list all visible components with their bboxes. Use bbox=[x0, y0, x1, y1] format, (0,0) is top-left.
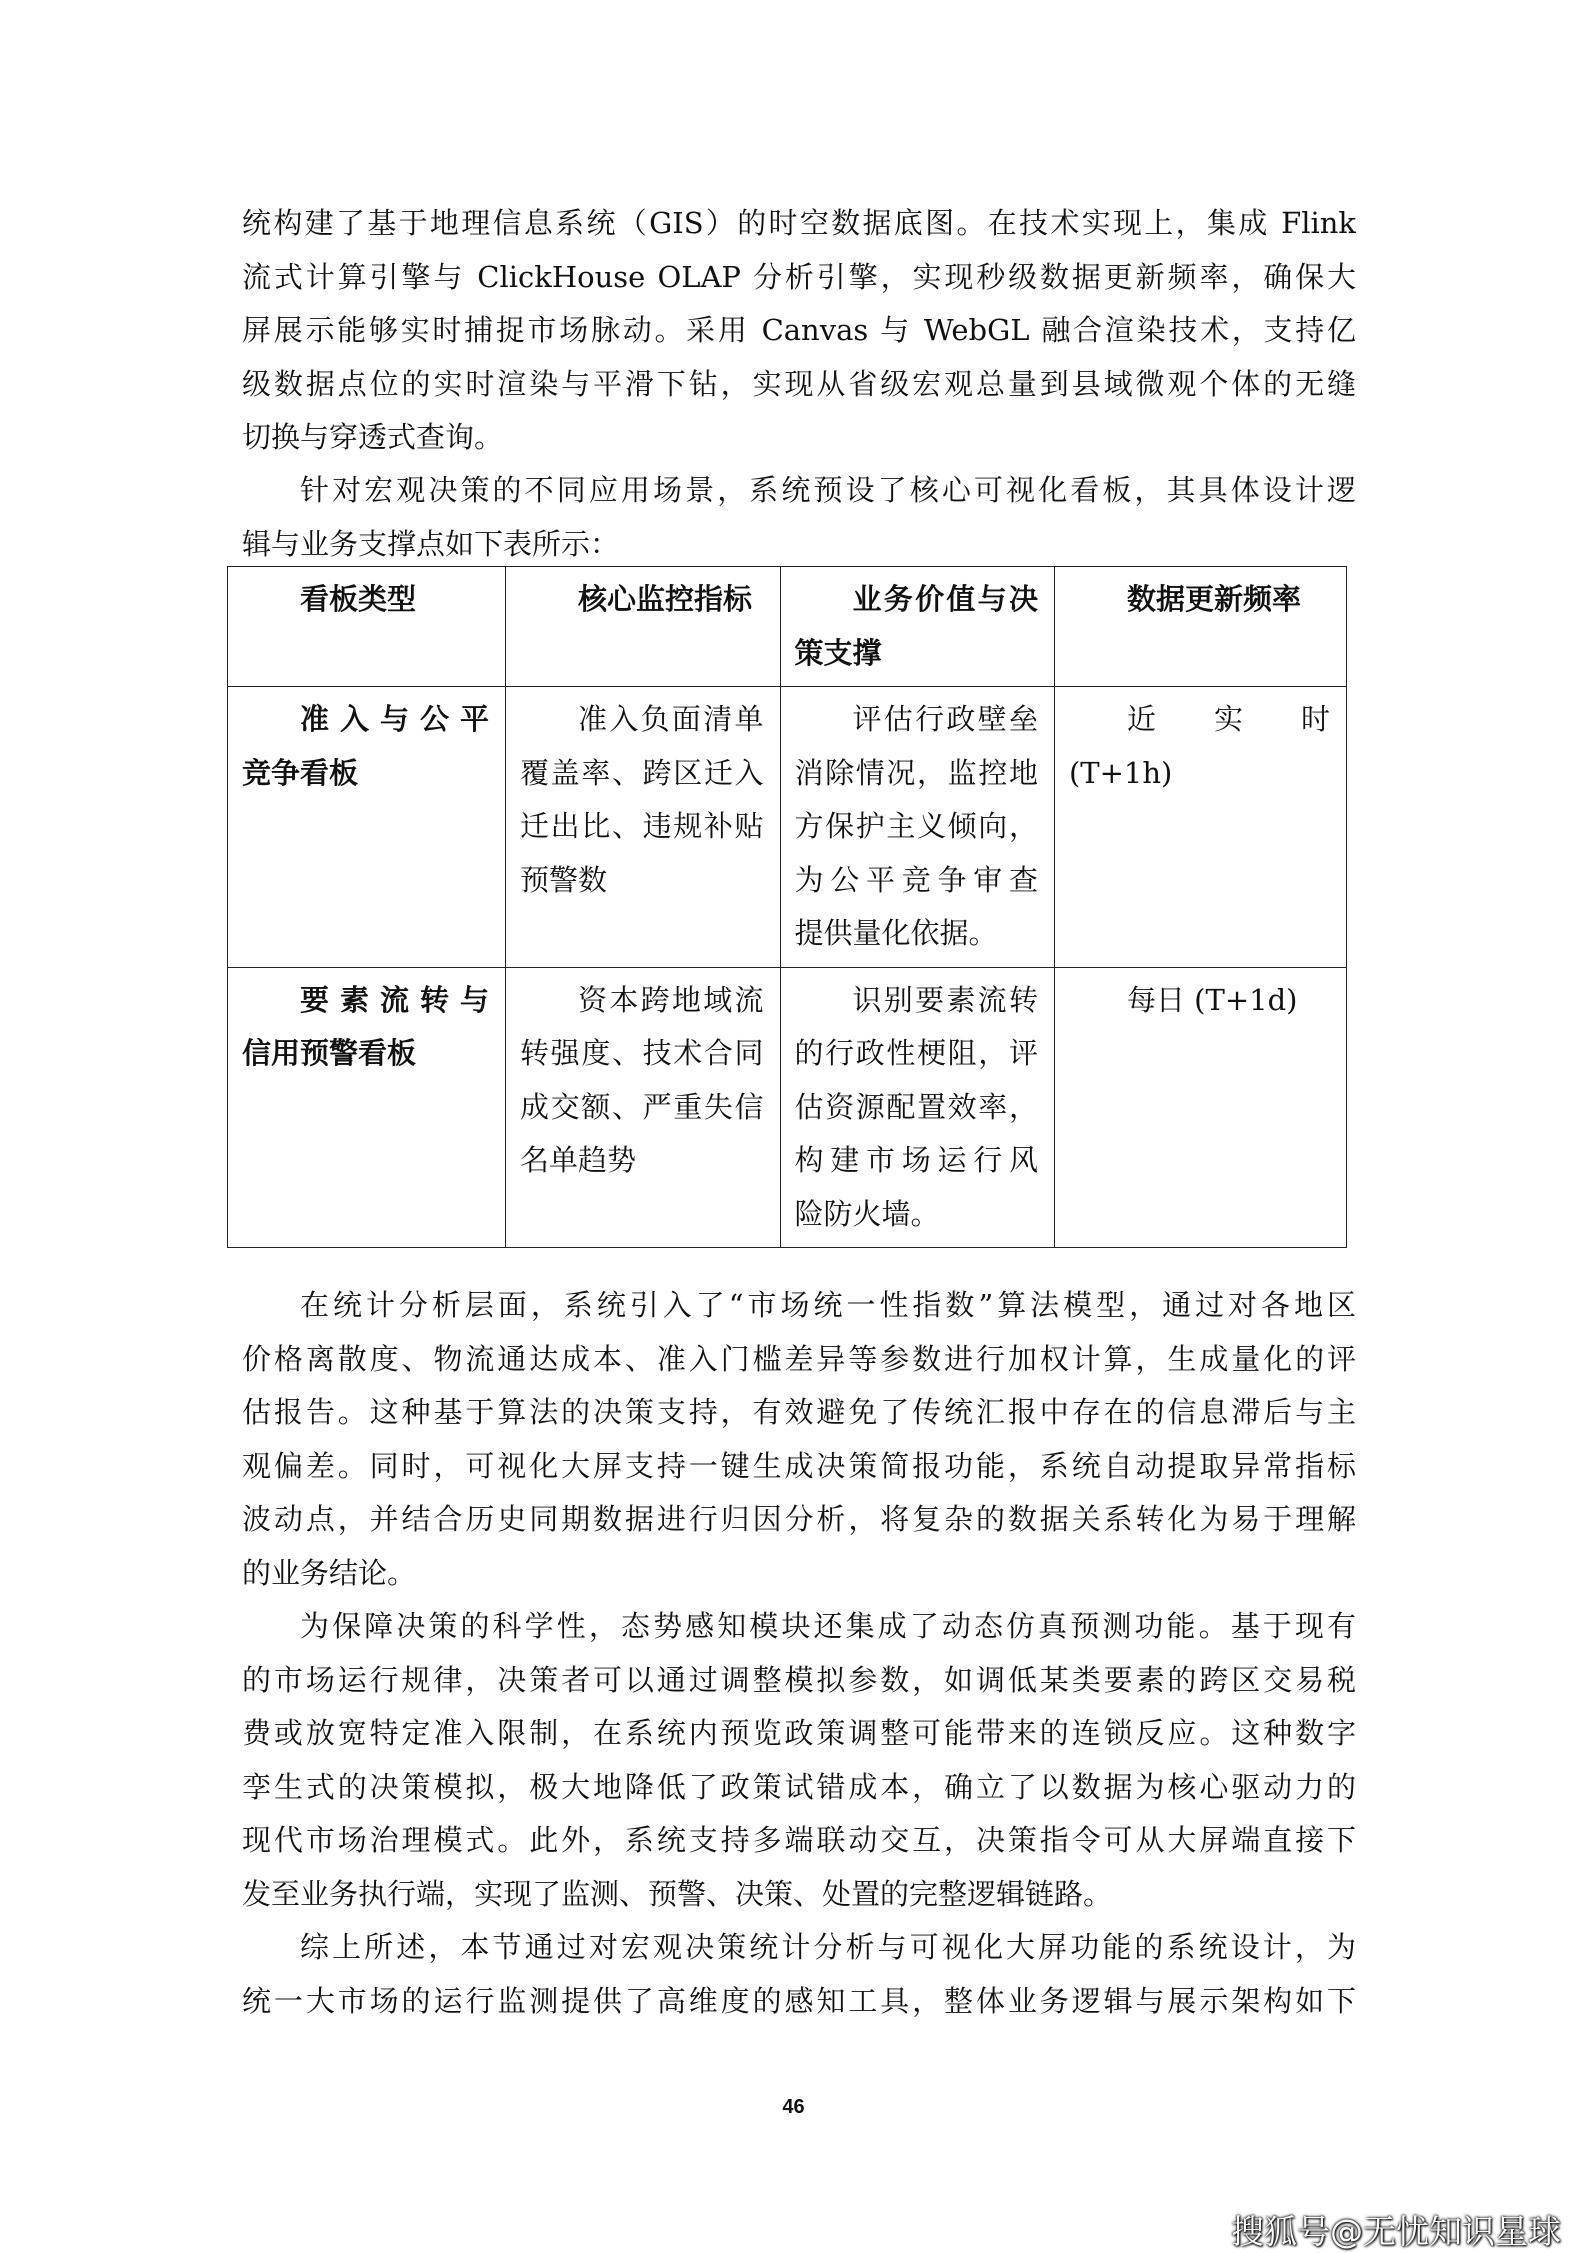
text-line: 估资源配置效率， bbox=[794, 1089, 1038, 1124]
page-number: 46 bbox=[782, 2096, 805, 2118]
text-line: 成交额、严重失信 bbox=[520, 1089, 764, 1124]
text-line: 级数据点位的实时渲染与平滑下钻，实现从省级宏观总量到县域微观个体的无缝 bbox=[242, 366, 1356, 401]
text-line: 预警数 bbox=[520, 862, 608, 897]
text-line: 观偏差。同时，可视化大屏支持一键生成决策简报功能，系统自动提取异常指标 bbox=[242, 1448, 1356, 1483]
text-line: 准 入 与 公 平 bbox=[300, 702, 490, 736]
table-row bbox=[228, 687, 1347, 968]
paragraph-4 bbox=[242, 1600, 1356, 1921]
table-cell bbox=[506, 687, 780, 968]
text-line: 要 素 流 转 与 bbox=[300, 982, 490, 1017]
text-line: 识别要素流转 bbox=[852, 982, 1038, 1017]
text-line: 覆盖率、跨区迁入 bbox=[520, 755, 764, 790]
text-line: 为保障决策的科学性，态势感知模块还集成了动态仿真预测功能。基于现有 bbox=[300, 1609, 1356, 1643]
text-line: 屏展示能够实时捕捉市场脉动。采用 Canvas 与 WebGL 融合渲染技术，支持亿 bbox=[242, 313, 1356, 347]
text-line: 孪生式的决策模拟，极大地降低了政策试错成本，确立了以数据为核心驱动力的 bbox=[242, 1769, 1356, 1804]
paragraph-1 bbox=[242, 197, 1356, 465]
table-cell bbox=[780, 967, 1054, 1248]
text-line: 准入负面清单 bbox=[578, 702, 764, 736]
text-line: 转强度、技术合同 bbox=[520, 1036, 764, 1070]
text-line: 波动点，并结合历史同期数据进行归因分析，将复杂的数据关系转化为易于理解 bbox=[242, 1502, 1356, 1536]
text-line: 的市场运行规律，决策者可以通过调整模拟参数，如调低某类要素的跨区交易税 bbox=[242, 1662, 1356, 1697]
text-line: 消除情况，监控地 bbox=[794, 755, 1038, 790]
table-header-cell bbox=[228, 567, 506, 687]
text-line: 切换与穿透式查询。 bbox=[242, 420, 504, 454]
text-line: 信用预警看板 bbox=[242, 1036, 417, 1070]
text-line: 价格离散度、物流通达成本、准入门槛差异等参数进行加权计算，生成量化的评 bbox=[242, 1341, 1356, 1376]
text-line: 构建市场运行风 bbox=[794, 1143, 1038, 1177]
text-line: 核心监控指标 bbox=[578, 582, 753, 616]
text-line: 策支撑 bbox=[794, 635, 882, 670]
text-line: 估报告。这种基于算法的决策支持，有效避免了传统汇报中存在的信息滞后与主 bbox=[242, 1395, 1356, 1429]
paragraph-5 bbox=[242, 1921, 1356, 2028]
text-line: 评估行政壁垒 bbox=[852, 702, 1038, 736]
text-line: 竞争看板 bbox=[242, 755, 359, 790]
table-cell bbox=[228, 967, 506, 1248]
table-header-cell bbox=[780, 567, 1054, 687]
table-header-cell bbox=[1054, 567, 1346, 687]
table-cell bbox=[506, 967, 780, 1248]
text-line: 的行政性梗阻，评 bbox=[794, 1036, 1038, 1070]
text-line: 业务价值与决 bbox=[852, 582, 1038, 616]
text-line: 数据更新频率 bbox=[1126, 582, 1301, 616]
text-line: 综上所述，本节通过对宏观决策统计分析与可视化大屏功能的系统设计，为 bbox=[300, 1930, 1356, 1964]
text-line: 名单趋势 bbox=[520, 1143, 637, 1177]
text-line: 提供量化依据。 bbox=[794, 916, 998, 950]
text-line: 统一大市场的运行监测提供了高维度的感知工具，整体业务逻辑与展示架构如下 bbox=[242, 1983, 1356, 2018]
paragraph-2 bbox=[242, 464, 1356, 571]
text-line: 每日 (T+1d) bbox=[1126, 982, 1298, 1017]
dashboard-table bbox=[227, 566, 1347, 1248]
text-line: 发至业务执行端，实现了监测、预警、决策、处置的完整逻辑链路。 bbox=[242, 1876, 1113, 1911]
text-line: 费或放宽特定准入限制，在系统内预览政策调整可能带来的连锁反应。这种数字 bbox=[242, 1716, 1356, 1750]
text-line: 的业务结论。 bbox=[242, 1555, 417, 1590]
text-line: 辑与业务支撑点如下表所示： bbox=[242, 526, 620, 561]
text-line: 近 实 时 bbox=[1126, 702, 1330, 736]
text-line: 险防火墙。 bbox=[794, 1196, 940, 1231]
text-line: 为公平竞争审查 bbox=[794, 862, 1038, 897]
text-line: 看板类型 bbox=[300, 582, 417, 616]
text-line: 统构建了基于地理信息系统（GIS）的时空数据底图。在技术实现上，集成 Flink bbox=[242, 206, 1356, 240]
table-row bbox=[228, 967, 1347, 1248]
watermark: 搜狐号@无忧知识星球 bbox=[1231, 2212, 1561, 2251]
table-cell bbox=[228, 687, 506, 968]
text-line: (T+1h) bbox=[1068, 755, 1173, 790]
paragraph-3 bbox=[242, 1279, 1356, 1600]
text-line: 在统计分析层面，系统引入了“市场统一性指数”算法模型，通过对各地区 bbox=[300, 1288, 1356, 1322]
table-cell bbox=[780, 687, 1054, 968]
text-line: 流式计算引擎与 ClickHouse OLAP 分析引擎，实现秒级数据更新频率，确保大 bbox=[242, 259, 1356, 294]
text-line: 资本跨地域流 bbox=[578, 982, 764, 1017]
text-line: 针对宏观决策的不同应用场景，系统预设了核心可视化看板，其具体设计逻 bbox=[300, 473, 1356, 507]
table-cell bbox=[1054, 967, 1346, 1248]
text-line: 现代市场治理模式。此外，系统支持多端联动交互，决策指令可从大屏端直接下 bbox=[242, 1823, 1356, 1857]
table-header-row bbox=[228, 567, 1347, 687]
table-header-cell bbox=[506, 567, 780, 687]
text-line: 方保护主义倾向， bbox=[794, 809, 1038, 843]
table-cell bbox=[1054, 687, 1346, 968]
text-line: 迁出比、违规补贴 bbox=[520, 809, 764, 843]
